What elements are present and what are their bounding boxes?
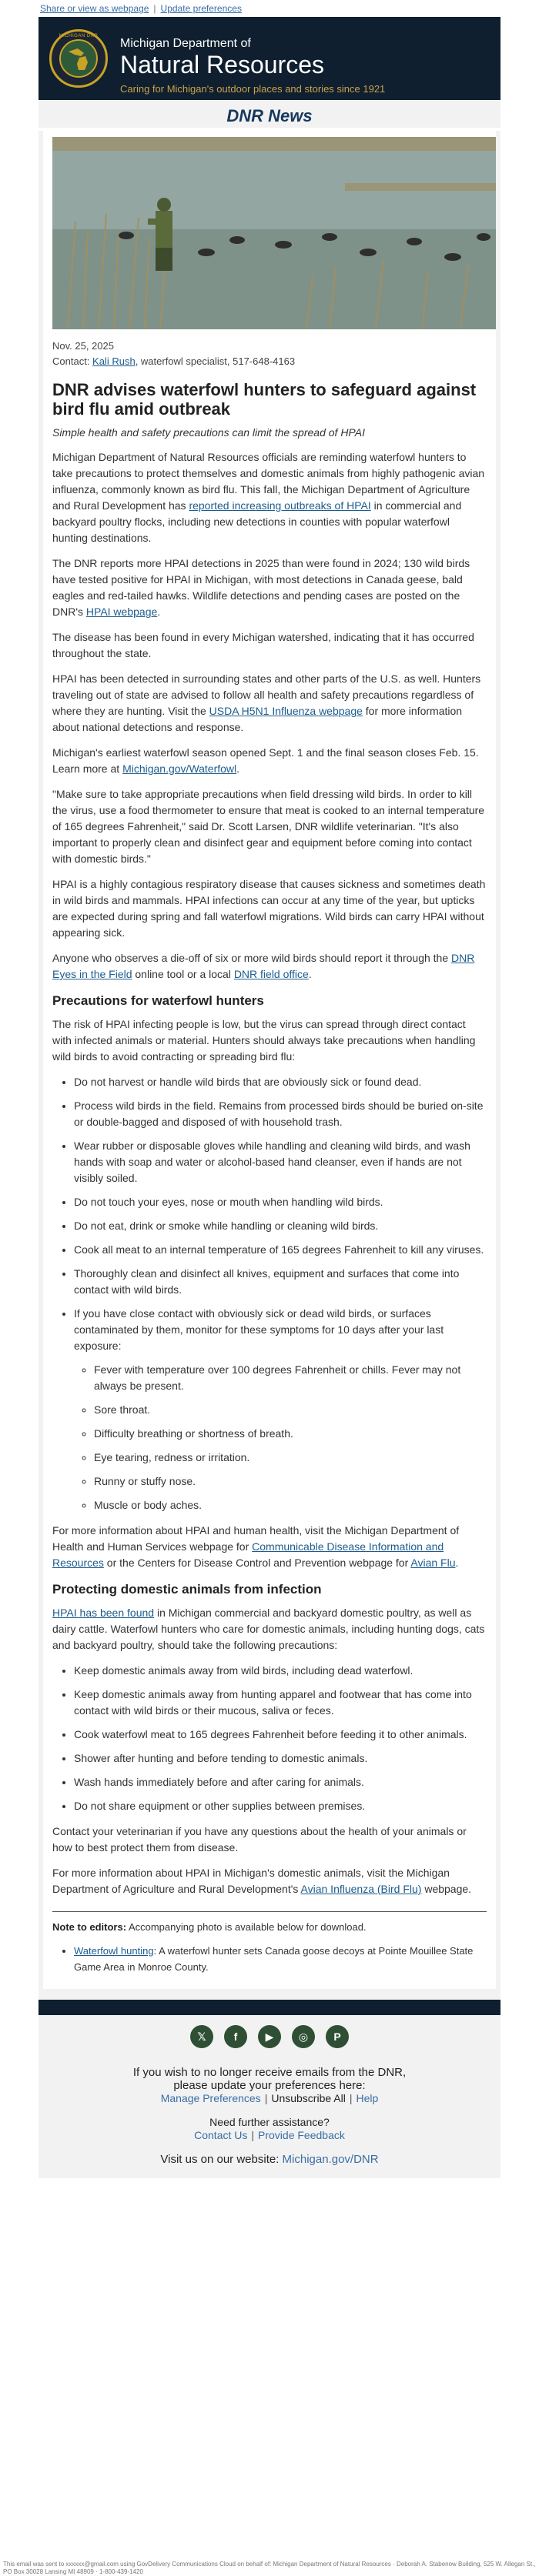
preference-links: Manage Preferences | Unsubscribe All | Help (160, 2092, 379, 2104)
footer-line-2: please update your preferences here: (173, 2079, 366, 2092)
editors-note (52, 1920, 487, 1975)
paragraph-5: Michigan's earliest waterfowl season opened Sept. 1 and the final season closes Feb. 15. Learn more at Michigan.gov/Waterfowl. (52, 746, 479, 775)
help-link[interactable]: Help (356, 2092, 379, 2104)
symptom-item: ◦ Sore throat. (94, 1402, 487, 1418)
domestic-heading: Protecting domestic animals from infection (52, 1582, 322, 1597)
list-item: • Keep domestic animals away from hunting apparel and footwear that has come into contact with wild birds or their mucous, saliva or feces. (74, 1687, 487, 1719)
contact-name-link[interactable]: Kali Rush (92, 355, 136, 367)
contact-details: , waterfowl specialist, 517-648-4163 (135, 355, 296, 367)
header-banner (38, 17, 500, 105)
org-tagline: Caring for Michigan's outdoor places and stories since 1921 (120, 83, 386, 95)
editors-text: Accompanying photo is available below for download. (126, 1921, 367, 1933)
usda-h5n1-link[interactable]: USDA H5N1 Influenza webpage (209, 705, 363, 717)
editors-label: Note to editors: (52, 1921, 127, 1933)
symptom-item: ◦ Fever with temperature over 100 degrees Fahrenheit or chills. Fever may not always be present. (94, 1362, 487, 1394)
org-name: Natural Resources (120, 51, 324, 78)
communicable-disease-link[interactable]: Communicable Disease Information and Resources (52, 1540, 444, 1569)
contact-vet: Contact your veterinarian if you have any questions about the health of your animals or how to best protect them from disease. (52, 1825, 467, 1854)
top-links (0, 0, 539, 18)
release-date: Nov. 25, 2025 (52, 340, 114, 352)
article-body (43, 131, 496, 1989)
list-item: • Cook waterfowl meat to 165 degrees Fahrenheit before feeding it to other animals. (74, 1727, 487, 1743)
paragraph-2: The DNR reports more HPAI detections in 2025 than were found in 2024; 130 wild birds have tested positive for HPAI in Michigan, with most detections in Canada geese, bald eagles and red-tailed hawks. Wildlife detections and pending cases are posted on the DNR's HPAI webpage. (52, 557, 470, 618)
photo-item: • Waterfowl hunting: A waterfowl hunter sets Canada goose decoys at Pointe Mouillee State Game Area in Monroe County. (74, 1943, 487, 1975)
contact-line (52, 354, 487, 369)
dateline (52, 339, 487, 369)
article-subhead: Simple health and safety precautions can limit the spread of HPAI (52, 426, 365, 439)
avian-flu-link[interactable]: Avian Flu (410, 1557, 456, 1569)
update-preferences-link[interactable]: Update preferences (160, 3, 242, 14)
precautions-list (52, 1074, 487, 1513)
contact-links: Contact Us | Provide Feedback (194, 2129, 345, 2141)
domestic-more-info: For more information about HPAI in Michigan's domestic animals, visit the Michigan Department of Agriculture and Rural Development's Avian Influenza (Bird Flu) webpage. (52, 1867, 472, 1895)
paragraph-3: The disease has been found in every Michigan watershed, indicating that it has occurred throughout the state. (52, 631, 474, 659)
domestic-list (52, 1663, 487, 1814)
paragraph-1: Michigan Department of Natural Resources officials are reminding waterfowl hunters to take precautions to protect themselves and domestic animals from highly pathogenic avian influenza, commonly known as bird flu. This fall, the Michigan Department of Agriculture and Rural Development has reported increasing outbreaks of HPAI in commercial and backyard poultry flocks, including new detections in counties with popular waterfowl hunting destinations. (52, 451, 485, 544)
precautions-intro: The risk of HPAI infecting people is low, but the virus can spread through direct contact with infected animals or material. Hunters should always take precautions when handling wild birds to avoid contracting or spreading bird flu: (52, 1018, 476, 1063)
divider (52, 1911, 487, 1912)
precautions-heading: Precautions for waterfowl hunters (52, 993, 264, 1008)
unsubscribe-all-link[interactable]: Unsubscribe All (271, 2092, 346, 2104)
news-banner: DNR News (38, 105, 500, 131)
waterfowl-link[interactable]: Michigan.gov/Waterfowl (122, 762, 237, 775)
list-item: • Do not share equipment or other supplies between premises. (74, 1798, 487, 1814)
marsh-scene-image (52, 137, 496, 329)
legal-footer: This email was sent to xxxxxx@gmail.com using GovDelivery Communications Cloud on behalf of: Michigan Department of Natural Resources · Deborah A. Stabenow Building, 525 W. Allegan St., PO Box 30028 Lansing MI 48909 · 1-800-439-1420 (3, 2561, 536, 2575)
list-item-symptoms: • If you have close contact with obviously sick or dead wild birds, or surfaces contaminated by them, monitor for these symptoms for 10 days after your last exposure: ◦ Fever with temperature over 100 degrees Fahrenheit or chills. Fever may not always be present. ◦ Sore throat. ◦ Difficulty breathing or shortness of breath. ◦ Eye tearing, redness or irritation. ◦ Runny or stuffy nose. ◦ Muscle or body aches. (74, 1306, 487, 1513)
hpai-outbreaks-link[interactable]: reported increasing outbreaks of HPAI (189, 499, 371, 512)
list-item: • Keep domestic animals away from wild birds, including dead waterfowl. (74, 1663, 487, 1679)
article-headline: DNR advises waterfowl hunters to safeguard against bird flu amid outbreak (52, 380, 477, 419)
dnr-field-office-link[interactable]: DNR field office (233, 968, 309, 980)
top-separator: | (153, 3, 156, 14)
dnr-seal-logo (49, 29, 108, 88)
paragraph-7: HPAI is a highly contagious respiratory disease that causes sickness and sometimes death in wild birds and mammals. HPAI infections can occur at any time of the year, but upticks are expected during spring and fall waterfowl migrations. Wild birds can carry HPAI without appearing sick. (52, 878, 486, 939)
seal-text: MICHIGAN DNR (59, 34, 99, 38)
hpai-webpage-link[interactable]: HPAI webpage (85, 606, 158, 618)
michigan-map-icon (61, 41, 96, 76)
list-item: • Process wild birds in the field. Remains from processed birds should be buried on-site or double-bagged and disposed of with household trash. (74, 1098, 487, 1130)
avian-influenza-link[interactable]: Avian Influenza (Bird Flu) (300, 1883, 422, 1895)
x-icon[interactable]: 𝕏 (190, 2025, 213, 2048)
footer-text (38, 2058, 500, 2178)
domestic-intro: HPAI has been found in Michigan commercial and backyard domestic poultry, as well as dairy cattle. Waterfowl hunters who care for domestic animals, including hunting dogs, cats and backyard poultry, should take the following precautions: (52, 1607, 485, 1651)
footer-line-1: If you wish to no longer receive emails from the DNR, (132, 2066, 407, 2079)
contact-label: Contact: (52, 355, 90, 367)
list-item: • Shower after hunting and before tending to domestic animals. (74, 1750, 487, 1767)
youtube-icon[interactable]: ▶ (258, 2025, 281, 2048)
human-health-info: For more information about HPAI and human health, visit the Michigan Department of Health and Human Services webpage for Communicable Disease Information and Resources or the Centers for Disease Control and Prevention webpage for Avian Flu. (52, 1524, 460, 1569)
instagram-icon[interactable]: ◎ (292, 2025, 315, 2048)
symptom-item: ◦ Eye tearing, redness or irritation. (94, 1450, 487, 1466)
footer-bar (38, 2000, 500, 2015)
list-item: • Thoroughly clean and disinfect all knives, equipment and surfaces that come into contact with wild birds. (74, 1266, 487, 1298)
email-container (38, 17, 500, 2178)
manage-preferences-link[interactable]: Manage Preferences (160, 2092, 261, 2104)
eyes-in-field-link[interactable]: DNR Eyes in the Field (52, 952, 475, 980)
list-item: • Cook all meat to an internal temperature of 165 degrees Fahrenheit to kill any viruses. (74, 1242, 487, 1258)
photo-list (52, 1943, 487, 1975)
list-item: • Do not touch your eyes, nose or mouth when handling wild birds. (74, 1194, 487, 1210)
provide-feedback-link[interactable]: Provide Feedback (258, 2129, 345, 2141)
list-item: • Do not eat, drink or smoke while handling or cleaning wild birds. (74, 1218, 487, 1234)
org-prefix: Michigan Department of (120, 37, 251, 50)
symptom-item: ◦ Muscle or body aches. (94, 1497, 487, 1513)
facebook-icon[interactable]: f (224, 2025, 247, 2048)
symptom-item: ◦ Difficulty breathing or shortness of breath. (94, 1426, 487, 1442)
share-webpage-link[interactable]: Share or view as webpage (40, 3, 149, 14)
symptoms-list (74, 1362, 487, 1513)
list-item: • Wear rubber or disposable gloves while handling and cleaning wild birds, and wash hands with soap and water or alcohol-based hand cleanser, even if hands are not visibly soiled. (74, 1138, 487, 1186)
symptom-item: ◦ Runny or stuffy nose. (94, 1473, 487, 1490)
hunter-photo (52, 137, 496, 329)
paragraph-4: HPAI has been detected in surrounding states and other parts of the U.S. as well. Hunters traveling out of state are advised to follow all health and safety precautions regardless of where they are hunting. Visit the USDA H5N1 Influenza webpage for more information about national detections and response. (52, 672, 481, 733)
waterfowl-hunting-photo-link[interactable]: Waterfowl hunting (74, 1945, 154, 1957)
paragraph-6-quote: "Make sure to take appropriate precautions when field dressing wild birds. In order to kill the virus, use a food thermometer to ensure that meat is cooked to an internal temperature of 165 degrees Fahrenheit," said Dr. Scott Larsen, DNR wildlife veterinarian. "It's also important to properly clean and disinfect gear and equipment before coming into contact with domestic birds." (52, 788, 485, 865)
contact-us-link[interactable]: Contact Us (194, 2129, 248, 2141)
assist-text: Need further assistance? (209, 2116, 330, 2128)
paragraph-8: Anyone who observes a die-off of six or more wild birds should report it through the DNR Eyes in the Field online tool or a local DNR field office. (52, 952, 475, 980)
seal-inner (59, 39, 98, 78)
list-item: • Do not harvest or handle wild birds that are obviously sick or found dead. (74, 1074, 487, 1090)
pinterest-icon[interactable]: P (326, 2025, 349, 2048)
dnr-website-link[interactable]: Michigan.gov/DNR (282, 2153, 379, 2166)
hpai-found-link[interactable]: HPAI has been found (52, 1607, 155, 1619)
list-item: • Wash hands immediately before and after caring for animals. (74, 1774, 487, 1790)
website-line: Visit us on our website: Michigan.gov/DNR (160, 2153, 379, 2166)
social-icons (38, 2015, 500, 2058)
